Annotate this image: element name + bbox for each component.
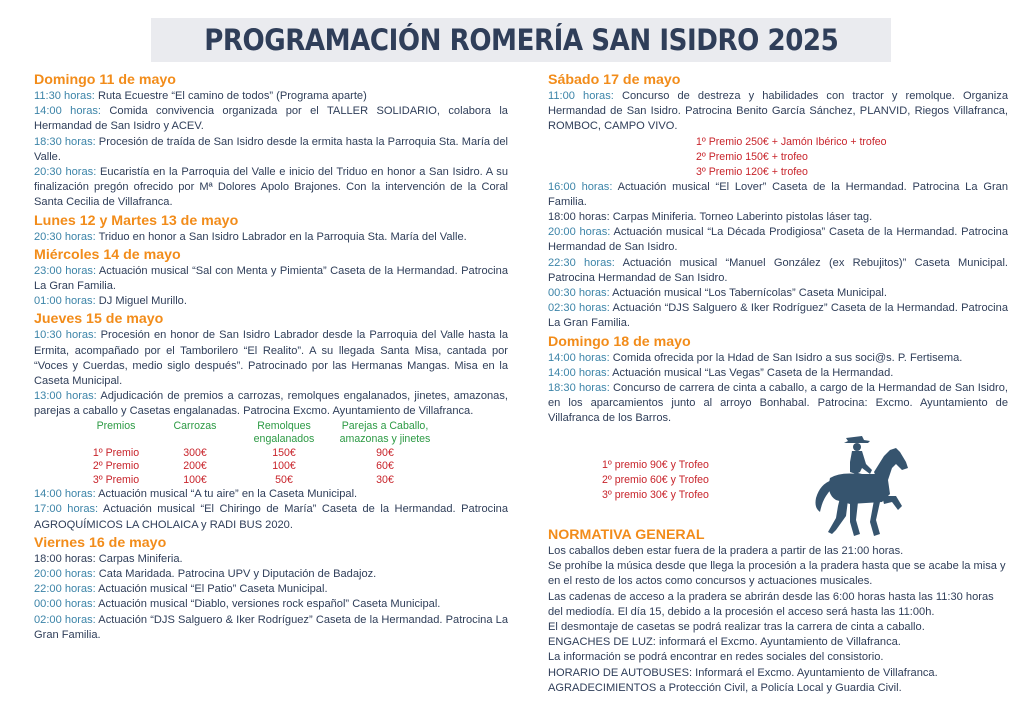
event-text: Concurso de destreza y habilidades con tractor y remolque. Organiza Hermandad de San Isidro. Patrocina Benito García Sánchez, PLANVID, Riegos Villafranca, ROMBOC, CAMPO VIVO.	[548, 90, 1008, 133]
right-column	[548, 70, 1008, 427]
event-entry	[548, 210, 1008, 225]
premios-cell: 150€	[272, 446, 296, 459]
premios-cell: 2º Premio	[92, 460, 140, 473]
event-list	[34, 264, 508, 310]
event-text: Procesión en honor de San Isidro Labrador desde la Parroquia del Valle hasta la Ermita, acompañado por el Tamborilero “El Realito”. A su llegada Santa Misa, cantada por “Voces y Cuerdas, medio siglo después”. Patrocinado por las Hermanas Mangas. Misa en la Caseta Municipal.	[34, 329, 508, 388]
event-entry	[34, 567, 508, 582]
premios-header: Premios	[96, 419, 136, 432]
premios-cell: 30€	[376, 473, 394, 486]
normativa-line: ENGACHES DE LUZ: informará el Excmo. Ayuntamiento de Villafranca.	[548, 636, 901, 649]
event-entry	[548, 286, 1008, 301]
day-heading: Domingo 11 de mayo	[34, 72, 176, 88]
event-time: 10:30 horas:	[34, 329, 97, 342]
event-text: Actuación musical “A tu aire” en la Caseta Municipal.	[95, 488, 358, 501]
event-entry	[34, 89, 508, 104]
event-text: Actuación musical “Sal con Menta y Pimienta” Caseta de la Hermandad. Patrocina La Gran Familia.	[34, 264, 508, 293]
premios-cell: 50€	[275, 473, 293, 486]
event-time: 02:30 horas:	[548, 302, 610, 315]
event-time: 14:00 horas:	[34, 105, 101, 118]
event-text: Actuación “DJS Salguero & Iker Rodríguez” Caseta de la Hermandad. Patrocina La Gran Familia.	[34, 613, 508, 641]
event-time: 20:00 horas:	[34, 567, 96, 580]
event-text: Eucaristía en la Parroquia del Valle e inicio del Triduo en honor a San Isidro. A su finalización pregón ofrecido por Mª Dolores Apolo Brajones. Con la intervención de la Coral Santa Cecilia de Villafranca.	[34, 166, 508, 209]
prize-line: 3º Premio 120€ + trofeo	[696, 165, 808, 178]
day-heading: Miércoles 14 de mayo	[34, 246, 181, 263]
premios-cell: 100€	[272, 460, 296, 473]
premios-table	[80, 420, 508, 488]
normativa-line: El desmontaje de casetas se podrá realizar tras la carrera de cinta a caballo.	[548, 621, 925, 634]
event-list	[34, 487, 508, 533]
event-text: Triduo en honor a San Isidro Labrador en la Parroquia Sta. María del Valle.	[95, 230, 467, 243]
event-entry	[34, 613, 508, 643]
event-entry	[548, 381, 1008, 427]
event-entry	[34, 552, 508, 567]
premios-cell: 1º Premio	[92, 446, 140, 459]
event-text: 18:00 horas: Carpas Miniferia.	[34, 552, 183, 565]
normativa-section	[548, 526, 1010, 696]
normativa-line: AGRADECIMIENTOS a Protección Civil, a Policía Local y Guardia Civil.	[548, 681, 902, 694]
event-entry	[548, 180, 1008, 210]
left-column	[34, 70, 508, 643]
event-entry	[34, 328, 508, 389]
event-entry	[34, 264, 508, 294]
event-text: Comida ofrecida por la Hdad de San Isidro a sus soci@s. P. Fertisema.	[609, 351, 963, 364]
event-entry	[34, 104, 508, 134]
event-entry	[34, 597, 508, 612]
premios-cell: 90€	[376, 446, 394, 459]
prize-line: 2º premio 60€ y Trofeo	[602, 474, 709, 486]
event-time: 22:30 horas:	[548, 256, 615, 269]
event-entry	[34, 294, 508, 309]
event-text: Procesión de traída de San Isidro desde la ermita hasta la Parroquia Sta. María del Valle.	[34, 135, 508, 163]
event-text: Actuación musical “Los Tabernícolas” Caseta Municipal.	[609, 287, 887, 300]
event-list	[34, 230, 508, 245]
premios-cell: 200€	[183, 460, 207, 473]
normativa-line: Las cadenas de acceso a la pradera se abrirán desde las 6:00 horas hasta las 11:30 horas del mediodía. El día 15, debido a la procesión el acceso será hasta las 11:00h.	[548, 590, 994, 618]
day-heading: Jueves 15 de mayo	[34, 311, 164, 328]
event-entry	[34, 487, 508, 502]
event-text: Concurso de carrera de cinta a caballo, a cargo de la Hermandad de San Isidro, en los aparcamientos junto al arroyo Bonhabal. Patrocina: Excmo. Ayuntamiento de Villafranca de los Barros.	[548, 382, 1008, 425]
event-list	[34, 328, 508, 419]
premios-cell: 60€	[376, 460, 394, 473]
premios-cell: 300€	[183, 446, 207, 459]
event-text: Actuación “DJS Salguero & Iker Rodríguez” Caseta de la Hermandad. Patrocina La Gran Familia.	[548, 302, 1008, 330]
event-time: 01:00 horas:	[34, 295, 96, 308]
event-text: Adjudicación de premios a carrozas, remolques engalanados, jinetes, amazonas, parejas a caballo y Casetas engalanadas. Patrocina Excmo. Ayuntamiento de Villafranca.	[34, 390, 508, 418]
carrozas-header: Carrozas	[173, 419, 217, 432]
event-time: 00:30 horas:	[548, 287, 610, 300]
event-text: Actuación musical “El Chiringo de María” Caseta de la Hermandad. Patrocina AGROQUÍMICOS LA CHOLAICA y RADI BUS 2020.	[34, 503, 509, 531]
prize-line: 3º premio 30€ y Trofeo	[602, 489, 709, 501]
event-list	[34, 89, 508, 211]
event-text: Actuación musical “El Lover” Caseta de la Hermandad. Patrocina La Gran Familia.	[548, 180, 1008, 208]
horse-rider-icon	[810, 434, 922, 540]
event-time: 13:00 horas:	[34, 390, 97, 403]
event-time: 18:30 horas:	[34, 135, 96, 148]
tractor-prizes	[696, 135, 1008, 180]
premios-cell: 3º Premio	[92, 473, 140, 486]
normativa-line: Los caballos deben estar fuera de la pradera a partir de las 21:00 horas.	[548, 545, 904, 557]
event-time: 22:00 horas:	[34, 583, 96, 596]
day-heading: Domingo 18 de mayo	[548, 333, 691, 350]
event-entry	[548, 256, 1008, 286]
parejas-header: Parejas a Caballo, amazonas y jinetes	[339, 419, 431, 446]
event-time: 20:30 horas:	[34, 166, 97, 179]
event-entry	[548, 225, 1008, 255]
event-text: Actuación musical “La Década Prodigiosa” Caseta de la Hermandad. Patrocina Hermandad de San Isidro.	[548, 226, 1008, 254]
event-entry	[34, 230, 508, 245]
cinta-prizes	[602, 458, 709, 503]
event-time: 20:00 horas:	[548, 226, 611, 239]
event-time: 02:00 horas:	[34, 613, 96, 626]
event-time: 20:30 horas:	[34, 230, 96, 243]
event-list	[548, 89, 1008, 135]
event-entry	[34, 582, 508, 597]
event-entry	[34, 165, 508, 211]
event-entry	[548, 301, 1008, 331]
event-entry	[34, 389, 508, 419]
event-entry	[548, 89, 1008, 135]
event-list	[548, 180, 1008, 332]
normativa-line: La información se podrá encontrar en redes sociales del consistorio.	[548, 651, 884, 664]
prize-line: 1º Premio 250€ + Jamón Ibérico + trofeo	[696, 135, 887, 148]
normativa-line: HORARIO DE AUTOBUSES: Informará el Excmo. Ayuntamiento de Villafranca.	[548, 666, 938, 679]
event-text: 18:00 horas: Carpas Miniferia. Torneo Laberinto pistolas láser tag.	[548, 211, 873, 224]
event-time: 11:00 horas:	[548, 90, 614, 102]
prize-line: 2º Premio 150€ + trofeo	[696, 150, 808, 163]
day-heading: Sábado 17 de mayo	[548, 72, 681, 88]
event-time: 16:00 horas:	[548, 180, 613, 193]
remolques-header: Remolques engalanados	[253, 419, 315, 446]
normativa-lines	[548, 544, 1010, 696]
premios-cell: 100€	[183, 473, 207, 486]
event-entry	[34, 135, 508, 165]
event-list	[548, 351, 1008, 427]
event-text: Actuación musical “Diablo, versiones rock español” Caseta Municipal.	[95, 598, 441, 611]
prize-line: 1º premio 90€ y Trofeo	[602, 459, 709, 471]
event-entry	[34, 502, 508, 532]
event-entry	[548, 351, 1008, 366]
event-text: DJ Miguel Murillo.	[95, 295, 187, 308]
event-time: 14:00 horas:	[34, 488, 96, 501]
title-banner	[151, 18, 891, 62]
event-time: 00:00 horas:	[34, 598, 96, 611]
event-text: Actuación musical “El Patio” Caseta Municipal.	[95, 583, 328, 596]
event-time: 17:00 horas:	[34, 503, 99, 516]
event-text: Comida convivencia organizada por el TALLER SOLIDARIO, colabora la Hermandad de San Isidro y ACEV.	[34, 105, 508, 133]
event-time: 11:30 horas:	[34, 90, 95, 102]
normativa-line: Se prohíbe la música desde que llega la procesión a la pradera hasta que se acabe la misa y en el resto de los actos como concursos y actuaciones musicales.	[548, 560, 1006, 588]
event-entry	[548, 366, 1008, 381]
event-list	[34, 552, 508, 643]
page-title: PROGRAMACIÓN ROMERÍA SAN ISIDRO 2025	[203, 23, 839, 57]
event-time: 14:00 horas:	[548, 366, 610, 379]
event-time: 14:00 horas:	[548, 351, 610, 364]
day-heading: Lunes 12 y Martes 13 de mayo	[34, 212, 239, 229]
day-heading: Viernes 16 de mayo	[34, 534, 167, 551]
event-text: Cata Maridada. Patrocina UPV y Diputación de Badajoz.	[95, 567, 377, 580]
event-time: 23:00 horas:	[34, 264, 97, 277]
event-text: Actuación musical “Manuel González (ex Rebujitos)” Caseta Municipal. Patrocina Hermandad de San Isidro.	[548, 256, 1008, 284]
event-time: 18:30 horas:	[548, 382, 610, 395]
event-text: Actuación musical “Las Vegas” Caseta de la Hermandad.	[609, 366, 894, 379]
normativa-title: NORMATIVA GENERAL	[548, 527, 705, 543]
event-text: Ruta Ecuestre “El camino de todos” (Programa aparte)	[94, 90, 367, 102]
